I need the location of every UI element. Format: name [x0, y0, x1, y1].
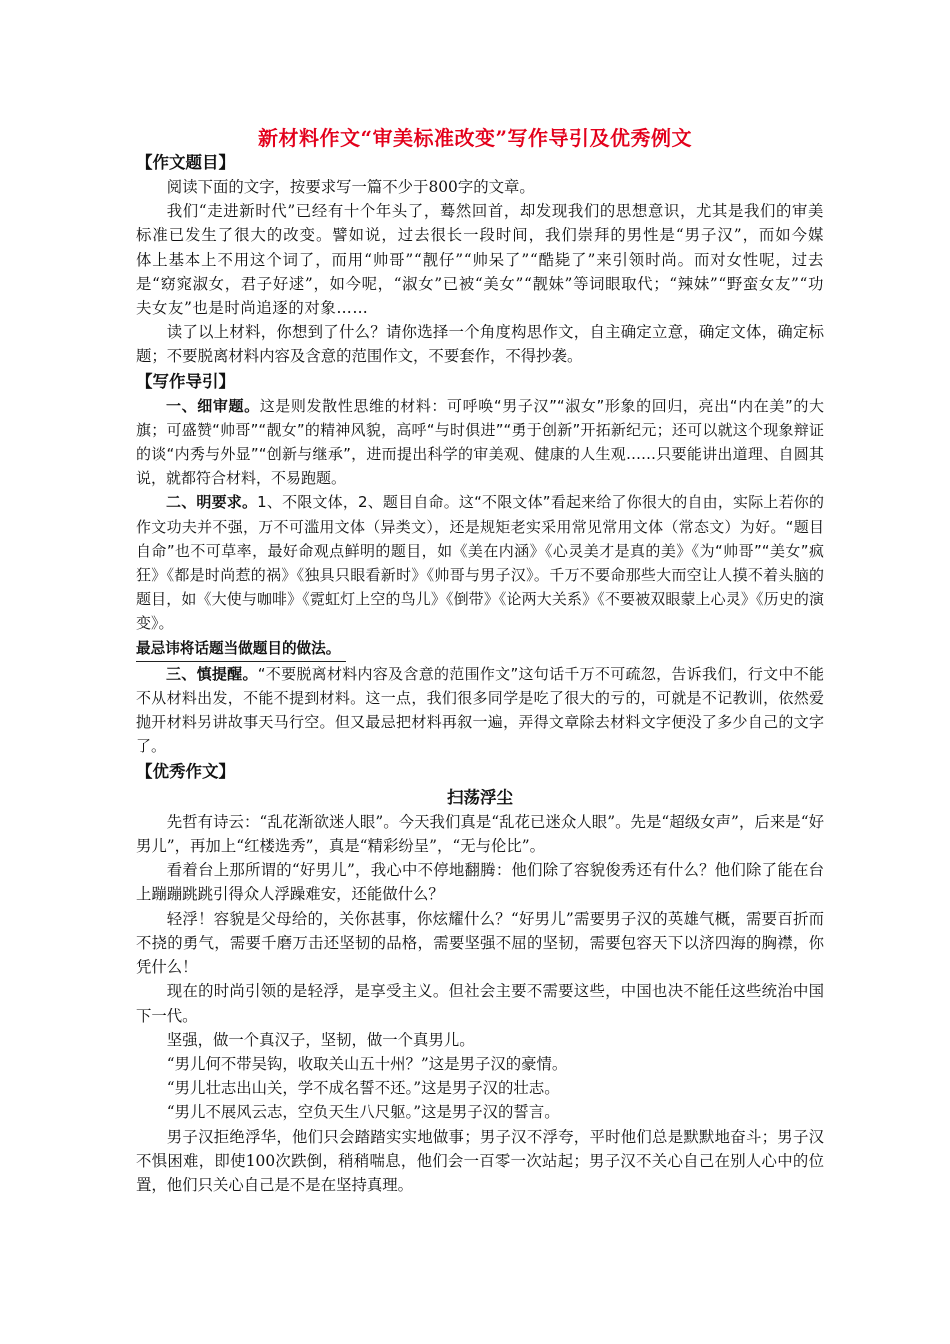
guide-point-2-note: 最忌讳将话题当做题目的做法。	[136, 637, 346, 662]
document-body	[136, 150, 824, 1197]
guide-point-3-text: “不要脱离材料内容及含意的范围作文”这句话千万不可疏忽，告诉我们，行文中不能不从材料出发，不能不提到材料。这一点，我们很多同学是吃了很大的亏的，可就是不记教训，依然爱抛开材料另讲故事天马行空。但又最忌把材料再叙一遍，弄得文章除去材料文字便没了多少自己的文字了。	[136, 664, 824, 756]
essay-paragraph: 现在的时尚引领的是轻浮，是享受主义。但社会主要不需要这些，中国也决不能任这些统治中国下一代。	[136, 982, 824, 1025]
essay-paragraph: 男子汉拒绝浮华，他们只会踏踏实实地做事；男子汉不浮夸，平时他们总是默默地奋斗；男子汉不惧困难，即使100次跌倒，稍稍喘息，他们会一百零一次站起；男子汉不关心自己在别人心中的位置，他们只关心自己是不是在坚持真理。	[136, 1127, 824, 1194]
essay-paragraph: 坚强，做一个真汉子，坚韧，做一个真男儿。	[166, 1030, 475, 1049]
guide-point-3-lead: 三、慎提醒。	[166, 664, 258, 683]
guide-point-2-note-line	[136, 636, 824, 662]
guide-point-1	[136, 394, 824, 491]
prompt-instruction: 阅读下面的文字，按要求写一篇不少于800字的文章。	[166, 178, 535, 196]
prompt-requirements: 读了以上材料，你想到了什么？请你选择一个角度构思作文，自主确定立意，确定文体，确定标题；不要脱离材料内容及含意的范围作文，不要套作，不得抄袭。	[136, 323, 824, 366]
essay-paragraph: 轻浮！容貌是父母给的，关你甚事，你炫耀什么？“好男儿”需要男子汉的英雄气概，需要百折而不挠的勇气，需要千磨万击还坚韧的品格，需要坚强不屈的坚韧，需要包容天下以济四海的胸襟，你凭什么！	[136, 909, 824, 977]
essay-paragraph: “男儿何不带吴钩，收取关山五十州？”这是男子汉的豪情。	[166, 1054, 568, 1073]
guide-point-2-text: 1、不限文体，2、题目自命。这“不限文体”看起来给了你很大的自由，实际上若你的作文功夫并不强，万不可滥用文体（异类文），还是规矩老实采用常见常用文体（常态文）为好。“题目自命”也不可草率，最好命观点鲜明的题目，如《美在内涵》《心灵美才是真的美》《为“帅哥”“美女”疯狂》《都是时尚惹的祸》《独具只眼看新时》《帅哥与男子汉》。千万不要命那些大而空让人摸不着头脑的题目，如《大使与咖啡》《霓虹灯上空的鸟儿》《倒带》《论两大关系》《不要被双眼蒙上心灵》《历史的演变》。	[136, 493, 824, 633]
writing-guide	[136, 394, 824, 759]
guide-point-2-lead: 二、明要求。	[166, 493, 258, 512]
essay-paragraph: 看着台上那所谓的“好男儿”，我心中不停地翻腾：他们除了容貌俊秀还有什么？他们除了能在台上蹦蹦跳跳引得众人浮躁难安，还能做什么？	[136, 861, 824, 904]
essay-paragraph: 先哲有诗云：“乱花渐欲迷人眼”。今天我们真是“乱花已迷众人眼”。先是“超级女声”，后来是“好男儿”，再加上“红楼选秀”，真是“精彩纷呈”，“无与伦比”。	[136, 812, 824, 856]
guide-point-1-lead: 一、细审题。	[166, 396, 260, 415]
essay-body	[136, 810, 824, 1197]
prompt-material: 我们“走进新时代”已经有十个年头了，蓦然回首，却发现我们的思想意识，尤其是我们的审美标准已发生了很大的改变。譬如说，过去很长一段时间，我们崇拜的男性是“男子汉”，而如今媒体上基本上不用这个词了，而用“帅哥”“靓仔”“帅呆了”“酷毙了”来引领时尚。而对女性呢，过去是“窈窕淑女，君子好逑”，如今呢，“淑女”已被“美女”“靓妹”等词眼取代；“辣妹”“野蛮女友”“功夫女友”也是时尚追逐的对象……	[136, 202, 824, 318]
section-header-prompt: 【作文题目】	[136, 153, 235, 172]
section-header-guide: 【写作导引】	[136, 371, 235, 391]
section-header-essay: 【优秀作文】	[136, 761, 235, 781]
essay-title: 扫荡浮尘	[447, 787, 513, 807]
guide-point-1-text: 这是则发散性思维的材料：可呼唤“男子汉”“淑女”形象的回归，亮出“内在美”的大旗；可盛赞“帅哥”“靓女”的精神风貌，高呼“与时俱进”“勇于创新”开拓新纪元；还可以就这个现象辩证的谈“内秀与外显”“创新与继承”，进而提出科学的审美观、健康的人生观……只要能讲出道理、自圆其说，就都符合材料，不易跑题。	[136, 396, 824, 488]
document-title: 新材料作文“审美标准改变”写作导引及优秀例文	[257, 126, 692, 150]
essay-paragraph: “男儿不展风云志，空负天生八尺躯。”这是男子汉的誓言。	[166, 1103, 560, 1122]
guide-point-3	[136, 662, 824, 759]
essay-paragraph: “男儿壮志出山关，学不成名誓不还。”这是男子汉的壮志。	[166, 1079, 560, 1098]
guide-point-2	[136, 490, 824, 635]
